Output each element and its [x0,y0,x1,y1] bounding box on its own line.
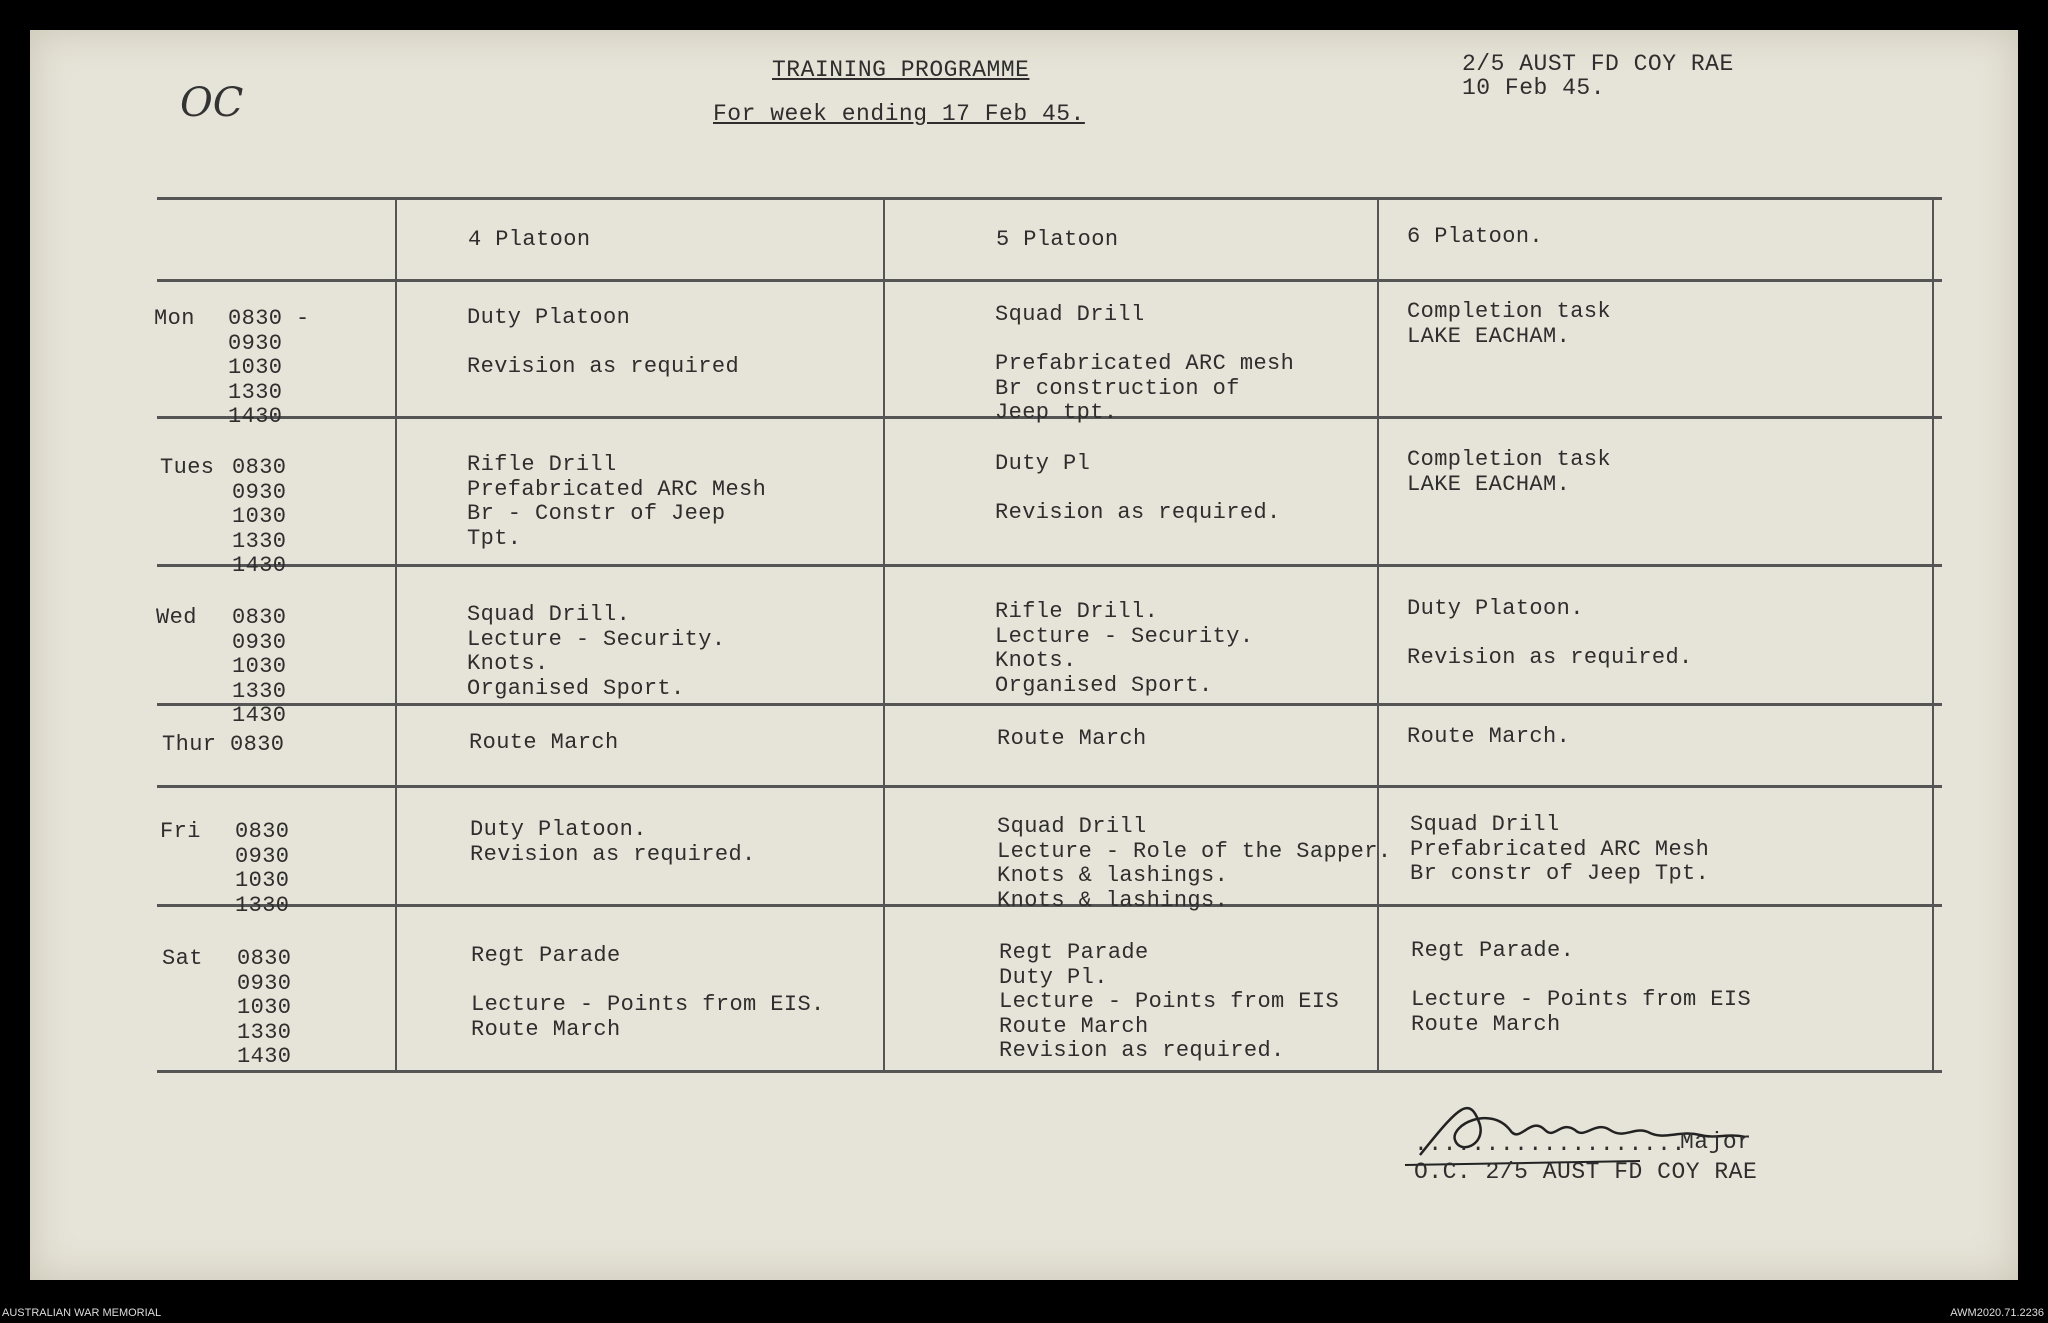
row-fri-5-platoon: Squad Drill Lecture - Role of the Sapper. Knots & lashings. Knots & lashings. [997,814,1392,913]
table-rule-bottom [157,1070,1942,1073]
table-rule-top [157,197,1942,200]
table-rule-wed [157,703,1942,706]
row-thur-day: Thur [162,732,217,757]
header-6-platoon: 6 Platoon. [1407,224,1544,249]
document-title: TRAINING PROGRAMME [772,57,1030,83]
table-rule-thur [157,785,1942,788]
row-mon-6-platoon: Completion task LAKE EACHAM. [1407,299,1612,349]
table-col-divider-3 [1377,199,1379,1072]
row-thur-4-platoon: Route March [469,730,619,755]
table-col-divider-1 [395,199,397,1072]
row-wed-day: Wed [156,605,197,630]
row-fri-times: 0830 0930 1030 1330 [235,819,290,918]
row-wed-4-platoon: Squad Drill. Lecture - Security. Knots. Organised Sport. [467,602,726,701]
row-tues-day: Tues [160,455,215,480]
table-col-divider-right [1932,199,1934,1072]
document-subtitle: For week ending 17 Feb 45. [713,101,1085,127]
row-mon-day: Mon [154,306,195,331]
table-col-divider-2 [883,199,885,1072]
row-thur-6-platoon: Route March. [1407,724,1571,749]
table-rule-header [157,279,1942,282]
row-sat-5-platoon: Regt Parade Duty Pl. Lecture - Points from EIS Route March Revision as required. [999,940,1340,1063]
row-mon-4-platoon: Duty Platoon Revision as required [467,305,740,379]
archive-footer-left: AUSTRALIAN WAR MEMORIAL [2,1307,162,1319]
table-rule-tues [157,564,1942,567]
row-tues-times: 0830 0930 1030 1330 1430 [232,455,287,578]
row-sat-6-platoon: Regt Parade. Lecture - Points from EIS Route March [1411,938,1752,1037]
row-mon-5-platoon: Squad Drill Prefabricated ARC mesh Br construction of Jeep tpt. [995,302,1295,425]
unit-name: 2/5 AUST FD COY RAE [1462,51,1734,77]
row-fri-4-platoon: Duty Platoon. Revision as required. [470,817,756,867]
row-wed-times: 0830 0930 1030 1330 1430 [232,605,287,728]
row-tues-6-platoon: Completion task LAKE EACHAM. [1407,447,1612,497]
row-sat-times: 0830 0930 1030 1330 1430 [237,946,292,1069]
document-date: 10 Feb 45. [1462,75,1606,101]
signature-dotted-line: ................... [1414,1131,1686,1157]
handwritten-oc-note: OC [180,80,244,126]
signature-appointment: O.C. 2/5 AUST FD COY RAE [1414,1159,1758,1185]
document-page [30,30,2018,1280]
row-fri-day: Fri [160,819,201,844]
signature-rank: Major [1680,1129,1752,1155]
row-sat-day: Sat [162,946,203,971]
header-4-platoon: 4 Platoon [468,227,591,252]
row-mon-times: 0830 - 0930 1030 1330 1430 [228,306,310,429]
row-thur-times: 0830 [230,732,285,757]
header-5-platoon: 5 Platoon [996,227,1119,252]
row-tues-4-platoon: Rifle Drill Prefabricated ARC Mesh Br - Constr of Jeep Tpt. [467,452,767,551]
row-fri-6-platoon: Squad Drill Prefabricated ARC Mesh Br constr of Jeep Tpt. [1410,812,1710,886]
row-sat-4-platoon: Regt Parade Lecture - Points from EIS. Route March [471,943,825,1042]
row-wed-6-platoon: Duty Platoon. Revision as required. [1407,596,1693,670]
archive-footer-right: AWM2020.71.2236 [1950,1307,2044,1319]
row-thur-5-platoon: Route March [997,726,1147,751]
row-tues-5-platoon: Duty Pl Revision as required. [995,451,1281,525]
row-wed-5-platoon: Rifle Drill. Lecture - Security. Knots. Organised Sport. [995,599,1254,698]
